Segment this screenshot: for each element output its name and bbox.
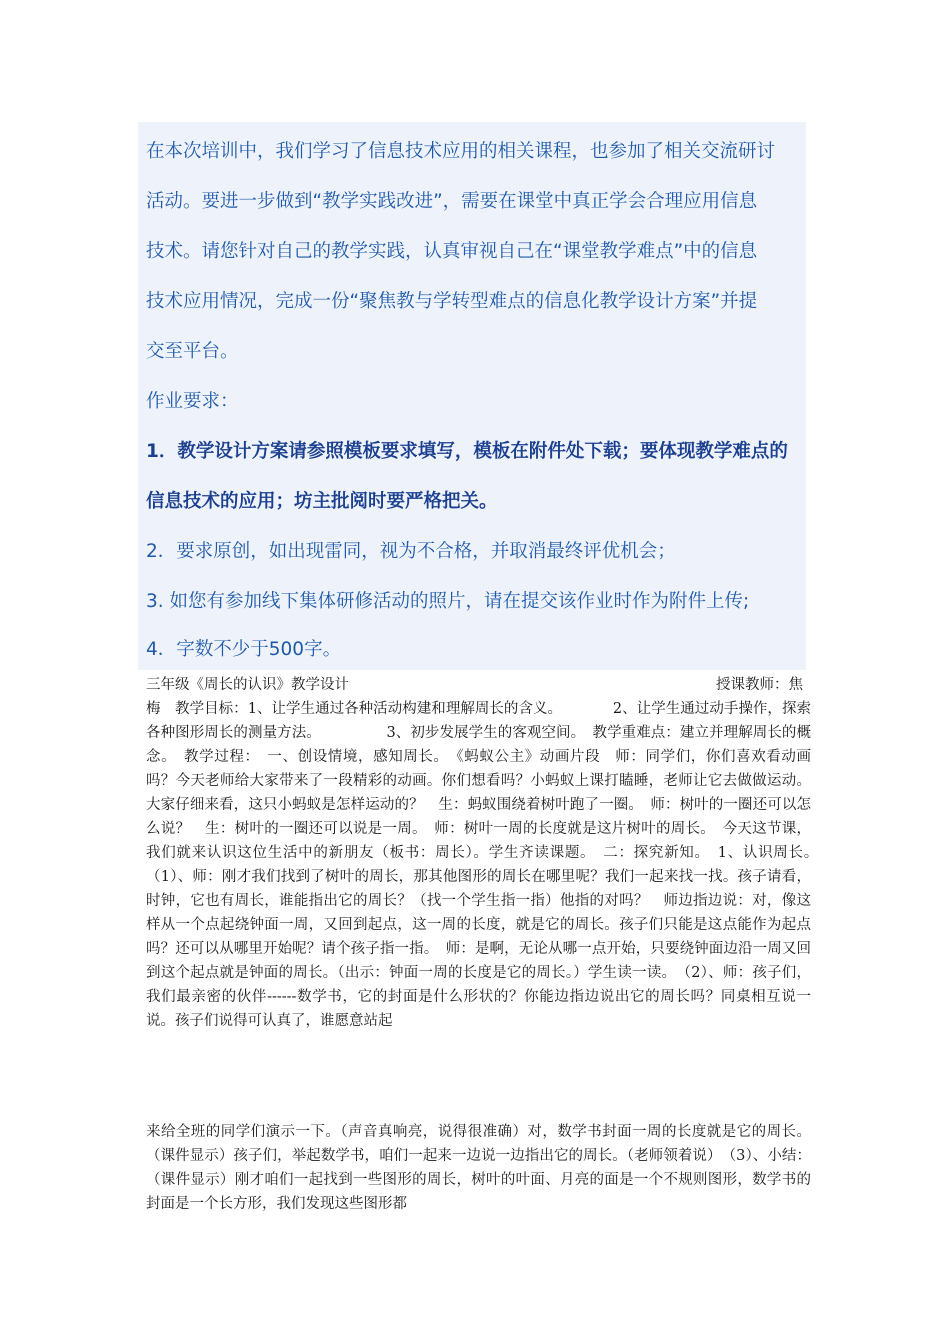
requirement-3: 3. 如您有参加线下集体研修活动的照片，请在提交该作业时作为附件上传; (146, 591, 750, 612)
lesson-title: 三年级《周长的认识》教学设计 (146, 677, 349, 693)
assignment-intro-line: 技术。请您针对自己的教学实践，认真审视自己在“课堂教学难点”中的信息 (146, 241, 758, 262)
teacher-label: 授课教师：焦 (716, 677, 803, 693)
assignment-intro-line: 交至平台。 (146, 341, 239, 362)
assignment-intro-line: 在本次培训中，我们学习了信息技术应用的相关课程，也参加了相关交流研讨 (146, 141, 776, 162)
requirement-1-cont: 信息技术的应用；坊主批阅时要严格把关。 (146, 491, 498, 512)
assignment-intro-line: 活动。要进一步做到“教学实践改进”，需要在课堂中真正学会合理应用信息 (146, 191, 758, 212)
requirement-1: 1．教学设计方案请参照模板要求填写，模板在附件处下载；要体现教学难点的 (146, 441, 788, 462)
lesson-plan-section-2 (146, 1120, 811, 1216)
lesson-body-text: 梅 教学目标：1、让学生通过各种活动构建和理解周长的含义。 2、让学生通过动手操作，探索各种图形周长的测量方法。 3、初步发展学生的客观空间。 教学重难点：建立并理解周长的概念。 教学过程： 一、创设情境，感知周长。 《蚂蚁公主》动画片段 师：同学们，你们喜欢看动画吗？今天老师给大家带来了一段精彩的动画。你们想看吗？小蚂蚁上课打瞌睡，老师让它去做做运动。大家仔细来看，这只小蚂蚁是怎样运动的？ 生：蚂蚁围绕着树叶跑了一圈。 师：树叶的一圈还可以怎么说？ 生：树叶的一圈还可以说是一周。 师：树叶一周的长度就是这片树叶的周长。 今天这节课，我们就来认识这位生活中的新朋友（板书：周长）。学生齐读课题。 二：探究新知。 1、认识周长。 （1）、师：刚才我们找到了树叶的周长，那其他图形的周长在哪里呢？我们一起来找一找。孩子请看，时钟，它也有周长，谁能指出它的周长？（找一个学生指一指）他指的对吗？ 师边指边说：对，像这样从一个点起绕钟面一周，又回到起点，这一周的长度，就是它的周长。孩子们只能是这点能作为起点吗？还可以从哪里开始呢？请个孩子指一指。 师：是啊，无论从哪一点开始，只要绕钟面边沿一周又回到这个起点就是钟面的周长。（出示：钟面一周的长度是它的周长。）学生读一读。 （2）、师：孩子们，我们最亲密的伙伴------数学书，它的封面是什么形状的？你能边指边说出它的周长吗？同桌相互说一说。孩子们说得可认真了，谁愿意站起 (146, 701, 826, 1029)
requirement-4: 4．字数不少于500字。 (146, 639, 342, 660)
requirements-heading: 作业要求： (146, 391, 239, 412)
lesson-plan-section-1 (146, 673, 826, 1033)
requirement-2: 2．要求原创，如出现雷同，视为不合格，并取消最终评优机会； (146, 541, 676, 562)
lesson-body-text-continued: 来给全班的同学们演示一下。（声音真响亮，说得很准确）对，数学书封面一周的长度就是它的周长。（课件显示）孩子们，举起数学书，咱们一起来一边说一边指出它的周长。（老师领着说） （3）、小结：（课件显示）刚才咱们一起找到一些图形的周长，树叶的叶面、月亮的面是一个不规则图形，数学书的封面是一个长方形，我们发现这些图形都 (146, 1124, 811, 1212)
lesson-header (146, 673, 811, 697)
assignment-panel (138, 122, 806, 670)
assignment-intro-line: 技术应用情况，完成一份“聚焦教与学转型难点的信息化教学设计方案”并提 (146, 291, 758, 312)
